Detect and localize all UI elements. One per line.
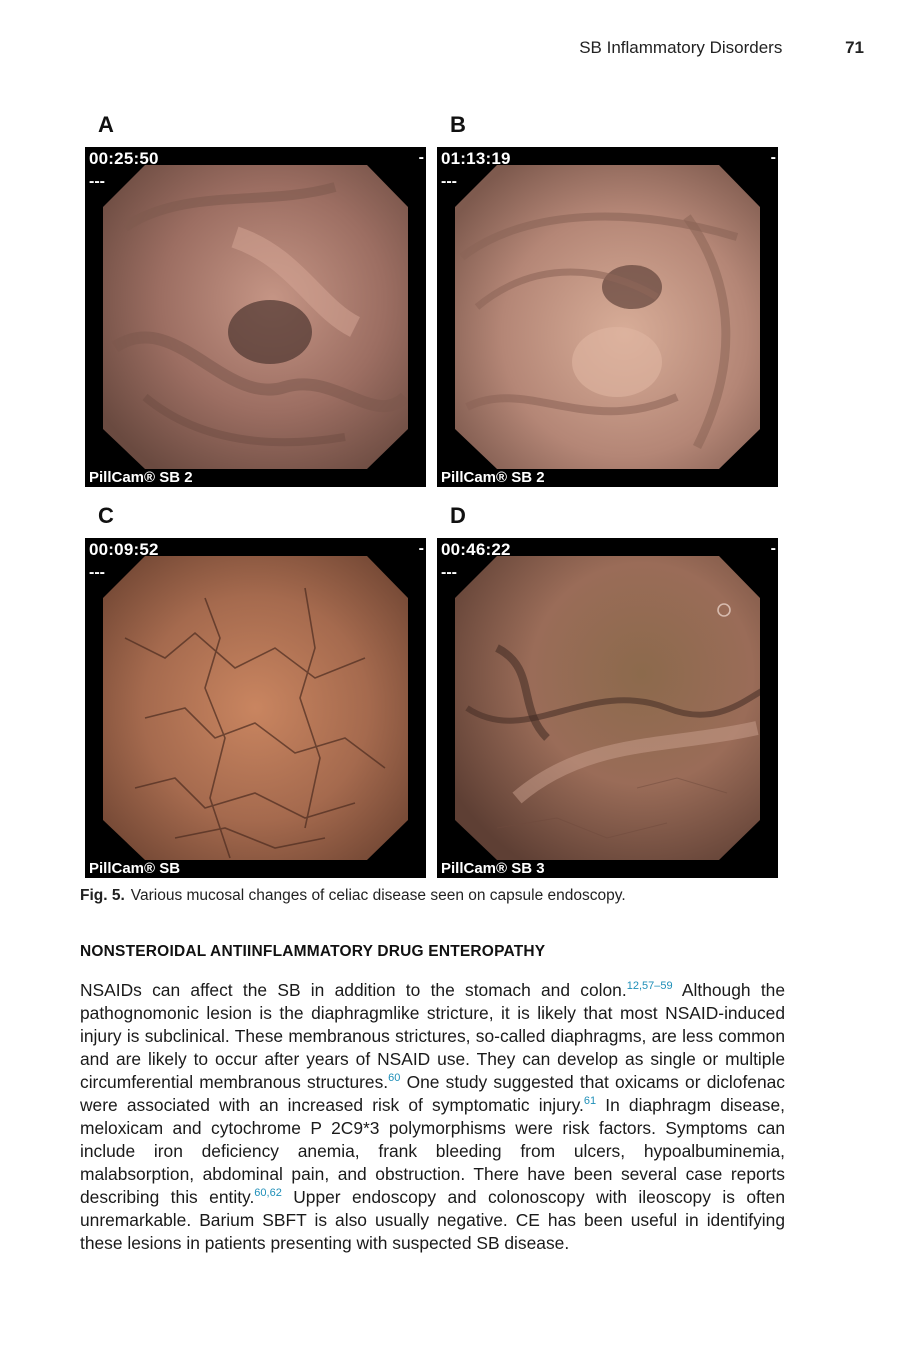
camera-label: PillCam® SB bbox=[89, 860, 181, 877]
page-number: 71 bbox=[845, 38, 864, 57]
figure-label: Fig. 5. bbox=[80, 887, 125, 904]
section-heading: NONSTEROIDAL ANTIINFLAMMATORY DRUG ENTEROPATHY bbox=[80, 943, 546, 960]
camera-label: PillCam® SB 2 bbox=[89, 469, 193, 486]
placeholder-dashes: --- bbox=[89, 173, 105, 190]
text-run: NSAIDs can affect the SB in addition to the stomach and colon. bbox=[80, 980, 627, 1000]
citation-link[interactable]: 12,57–59 bbox=[626, 980, 673, 992]
text-run: Although the pathognomonic lesion is the diaphragmlike stricture, it is likely that most NSAID-induced injury is subclinical. These membranous strictures, so-called diaphragms, are less common and are likely to occur after years of NSAID use. They can develop as single or multiple circumferential membranous structures. bbox=[80, 980, 785, 1092]
text-run: In diaphragm disease, meloxicam and cytochrome P 2C9*3 polymorphisms were risk factors. Symptoms can include iron deficiency anemia, frank bleeding from ulcers, hypoalbuminemia, malabsorption, abdominal pain, and obstruction. There have been several case reports describing this entity. bbox=[80, 1095, 785, 1207]
placeholder-dashes: --- bbox=[441, 564, 457, 581]
endoscopy-image-c bbox=[85, 538, 426, 878]
endoscopy-image-b bbox=[437, 147, 778, 487]
panel-letter-c: C bbox=[98, 503, 114, 528]
capsule-image-a bbox=[85, 147, 426, 487]
corner-mark: - bbox=[770, 149, 776, 166]
panel-letter-d: D bbox=[450, 503, 466, 528]
corner-mark: - bbox=[770, 540, 776, 557]
capsule-image-b bbox=[437, 147, 778, 487]
timestamp: 00:09:52 bbox=[89, 540, 159, 559]
capsule-image-d bbox=[437, 538, 778, 878]
placeholder-dashes: --- bbox=[89, 564, 105, 581]
timestamp: 00:25:50 bbox=[89, 149, 159, 168]
endoscopy-image-a bbox=[85, 147, 426, 487]
capsule-image-c bbox=[85, 538, 426, 878]
camera-label: PillCam® SB 2 bbox=[441, 469, 545, 486]
corner-mark: - bbox=[418, 149, 424, 166]
text-run: One study suggested that oxicams or diclofenac were associated with an increased risk of symptomatic injury. bbox=[80, 1072, 786, 1115]
timestamp: 00:46:22 bbox=[441, 540, 511, 559]
citation-link[interactable]: 61 bbox=[583, 1095, 597, 1107]
endoscopy-image-d bbox=[437, 538, 778, 878]
running-head bbox=[0, 38, 864, 58]
placeholder-dashes: --- bbox=[441, 173, 457, 190]
citation-link[interactable]: 60 bbox=[388, 1072, 401, 1084]
timestamp: 01:13:19 bbox=[441, 149, 511, 168]
caption-text: Various mucosal changes of celiac disease seen on capsule endoscopy. bbox=[130, 887, 626, 904]
citation-link[interactable]: 60,62 bbox=[254, 1187, 282, 1199]
panel-letter-a: A bbox=[98, 112, 114, 137]
figure-caption bbox=[80, 887, 820, 905]
text-run: Upper endoscopy and colonoscopy with ileoscopy is often unremarkable. Barium SBFT is also usually negative. CE has been useful in identifying these lesions in patients presenting with suspected SB disease. bbox=[80, 1187, 785, 1253]
running-title: SB Inflammatory Disorders bbox=[579, 38, 783, 57]
camera-label: PillCam® SB 3 bbox=[441, 860, 545, 877]
corner-mark: - bbox=[418, 540, 424, 557]
panel-letter-b: B bbox=[450, 112, 466, 137]
body-paragraph bbox=[80, 979, 785, 1255]
